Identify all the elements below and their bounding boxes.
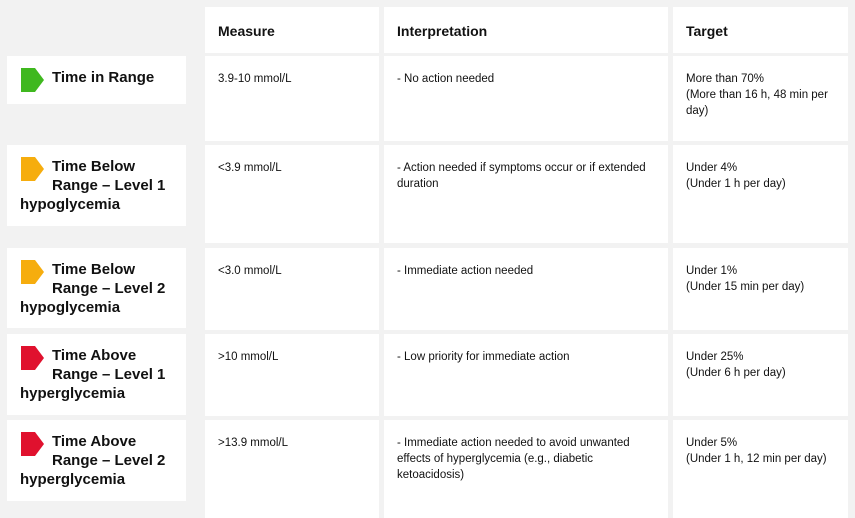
- row-label-text: Time Below Range – Level 1 hypoglycemia: [20, 158, 166, 213]
- target-value: Under 4%: [686, 162, 738, 174]
- target-cell: [673, 334, 848, 416]
- row-label-time-above-range-level-1: [7, 334, 186, 415]
- target-detail: (Under 15 min per day): [686, 281, 805, 293]
- row-label-text: Time Below Range – Level 2 hypoglycemia: [20, 261, 166, 316]
- interpretation-cell: - Immediate action needed to avoid unwanted effects of hyperglycemia (e.g., diabetic ketoacidosis): [384, 420, 668, 518]
- red-flag-icon: [20, 346, 46, 370]
- measure-cell: >10 mmol/L: [205, 334, 379, 416]
- yellow-flag-icon: [20, 157, 46, 181]
- interpretation-cell: - Low priority for immediate action: [384, 334, 668, 416]
- interpretation-cell: - Immediate action needed: [384, 248, 668, 330]
- red-flag-icon: [20, 432, 46, 456]
- target-detail: (More than 16 h, 48 min per day): [686, 89, 828, 117]
- row-label-time-below-range-level-1: [7, 145, 186, 226]
- measure-cell: >13.9 mmol/L: [205, 420, 379, 518]
- target-cell: [673, 420, 848, 518]
- interpretation-cell: - Action needed if symptoms occur or if extended duration: [384, 145, 668, 243]
- header-measure: Measure: [205, 7, 379, 53]
- row-label-text: Time in Range: [52, 69, 155, 86]
- target-cell: [673, 248, 848, 330]
- target-cell: [673, 145, 848, 243]
- target-value: More than 70%: [686, 73, 764, 85]
- header-interpretation: Interpretation: [384, 7, 668, 53]
- target-detail: (Under 1 h per day): [686, 178, 786, 190]
- row-label-time-above-range-level-2: [7, 420, 186, 501]
- interpretation-cell: - No action needed: [384, 56, 668, 141]
- target-value: Under 25%: [686, 351, 744, 363]
- measure-cell: <3.9 mmol/L: [205, 145, 379, 243]
- yellow-flag-icon: [20, 260, 46, 284]
- target-detail: (Under 1 h, 12 min per day): [686, 453, 827, 465]
- row-label-time-below-range-level-2: [7, 248, 186, 328]
- row-label-time-in-range: [7, 56, 186, 104]
- header-target: Target: [673, 7, 848, 53]
- row-label-text: Time Above Range – Level 1 hyperglycemia: [20, 347, 166, 402]
- measure-cell: <3.0 mmol/L: [205, 248, 379, 330]
- green-flag-icon: [20, 68, 46, 92]
- measure-cell: 3.9-10 mmol/L: [205, 56, 379, 141]
- target-cell: [673, 56, 848, 141]
- target-detail: (Under 6 h per day): [686, 367, 786, 379]
- row-label-text: Time Above Range – Level 2 hyperglycemia: [20, 433, 166, 488]
- target-value: Under 1%: [686, 265, 738, 277]
- target-value: Under 5%: [686, 437, 738, 449]
